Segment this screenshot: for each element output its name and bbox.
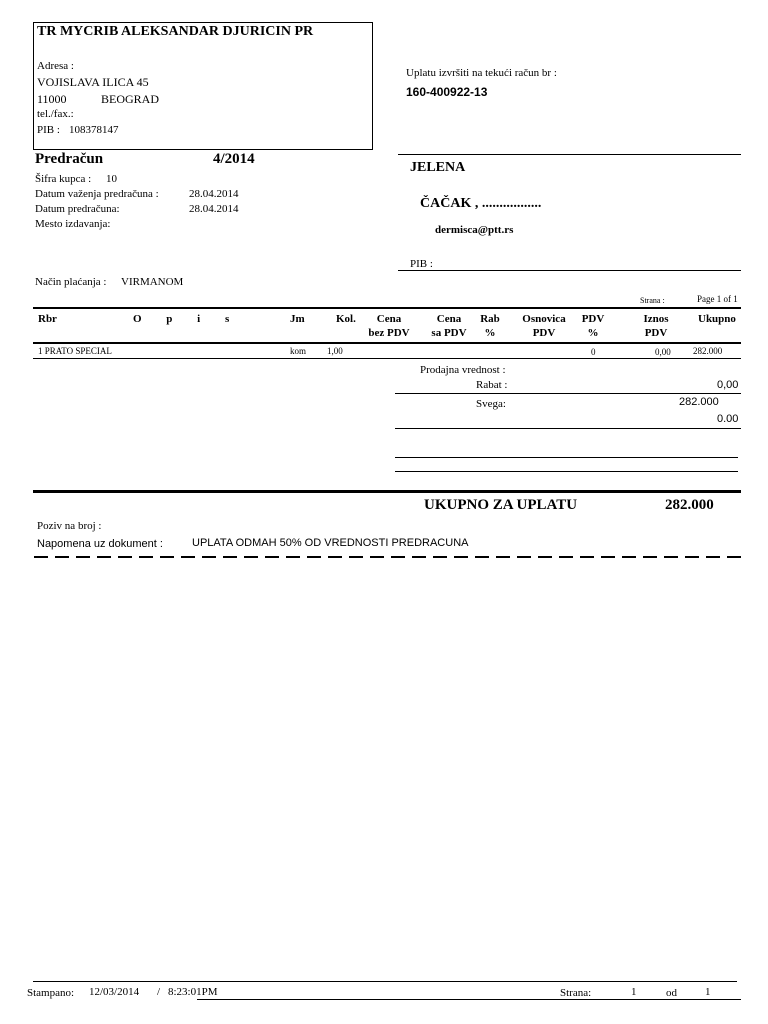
- printed-date: 12/03/2014: [89, 986, 140, 998]
- grand-total-rule: [33, 490, 741, 493]
- grand-total-value: 282.000: [665, 497, 714, 513]
- payment-method-label: Način plaćanja :: [35, 276, 107, 288]
- customer-top-line: [398, 154, 741, 155]
- col-header-pdv: PDV %: [581, 313, 605, 339]
- table-bottom-rule: [33, 358, 741, 359]
- customer-code-label: Šifra kupca :: [35, 173, 92, 185]
- issuer-address-label: Adresa :: [37, 60, 74, 72]
- footer-bottom-rule: [197, 999, 741, 1000]
- note-label: Napomena uz dokument :: [37, 538, 163, 550]
- grand-total-label: UKUPNO ZA UPLATU: [424, 497, 578, 513]
- document-number: 4/2014: [213, 151, 255, 167]
- printed-separator: /: [157, 986, 161, 998]
- issuer-pib: 108378147: [69, 124, 119, 136]
- issuer-phone-label: tel./fax.:: [37, 108, 74, 120]
- footer-rule: [33, 981, 737, 982]
- col-header-kol: Kol.: [336, 313, 356, 325]
- extra-value: 0.00: [717, 413, 739, 425]
- printed-label: Stampano:: [27, 987, 75, 999]
- row-rbr-opis: 1 PRATO SPECIAL: [38, 346, 112, 356]
- customer-email: dermisca@ptt.rs: [435, 224, 514, 236]
- customer-code: 10: [106, 173, 117, 185]
- col-header-cena-bez-pdv: Cena bez PDV: [368, 313, 410, 339]
- col-header-ukupno: Ukupno: [698, 313, 736, 325]
- total-label: Svega:: [476, 398, 506, 410]
- totals-rule-1: [395, 393, 741, 394]
- row-jm: kom: [290, 346, 307, 356]
- issuer-street: VOJISLAVA ILICA 45: [37, 75, 149, 89]
- row-ukupno: 282.000: [693, 346, 723, 356]
- place-label: Mesto izdavanja:: [35, 218, 111, 230]
- paging-label: Strana :: [640, 296, 665, 305]
- reference-label: Poziv na broj :: [37, 520, 102, 532]
- customer-pib-label: PIB :: [410, 258, 433, 270]
- col-header-iznos-pdv: Iznos PDV: [643, 313, 669, 339]
- issuer-city: BEOGRAD: [101, 92, 160, 106]
- customer-name: JELENA: [410, 160, 466, 175]
- issuer-postal-code: 11000: [37, 92, 67, 106]
- valid-until: 28.04.2014: [189, 188, 239, 200]
- document-title: Predračun: [35, 151, 104, 167]
- issuer-name: TR MYCRIB ALEKSANDAR DJURICIN PR: [37, 24, 314, 39]
- customer-pib-line: [398, 270, 741, 271]
- total-value: 282.000: [679, 396, 719, 408]
- customer-city: ČAČAK , .................: [420, 196, 542, 211]
- document-date-label: Datum predračuna:: [35, 203, 120, 215]
- payment-account-label: Uplatu izvršiti na tekući račun br :: [406, 67, 557, 79]
- row-kol: 1,00: [327, 346, 343, 356]
- col-header-opis: O p i s: [133, 313, 236, 325]
- paging-text: Page 1 of 1: [697, 294, 738, 304]
- payment-method: VIRMANOM: [121, 276, 184, 288]
- discount-value: 0,00: [717, 379, 739, 391]
- footer-page: 1: [631, 986, 637, 998]
- col-header-rbr: Rbr: [38, 313, 57, 325]
- printed-time: 8:23:01PM: [168, 986, 218, 998]
- footer-page-label: Strana:: [560, 987, 592, 999]
- totals-rule-4: [395, 471, 738, 472]
- dashed-separator: [34, 556, 742, 558]
- sale-value-label: Prodajna vrednost :: [420, 364, 506, 376]
- footer-of-label: od: [666, 987, 677, 999]
- totals-rule-2: [395, 428, 741, 429]
- payment-account-number: 160-400922-13: [406, 85, 488, 99]
- note-text: UPLATA ODMAH 50% OD VREDNOSTI PREDRACUNA: [192, 537, 469, 549]
- discount-label: Rabat :: [476, 379, 508, 391]
- row-iznos-pdv: 0,00: [655, 347, 671, 357]
- footer-total-pages: 1: [705, 986, 711, 998]
- col-header-cena-sa-pdv: Cena sa PDV: [431, 313, 467, 339]
- table-header-rule: [33, 342, 741, 344]
- table-top-rule: [33, 307, 741, 309]
- totals-rule-3: [395, 457, 738, 458]
- col-header-jm: Jm: [290, 313, 305, 325]
- col-header-rab: Rab %: [480, 313, 500, 339]
- issuer-pib-label: PIB :: [37, 124, 60, 136]
- valid-until-label: Datum važenja predračuna :: [35, 188, 159, 200]
- document-date: 28.04.2014: [189, 203, 239, 215]
- row-pdv: 0: [591, 347, 596, 357]
- col-header-osnovica-pdv: Osnovica PDV: [522, 313, 566, 339]
